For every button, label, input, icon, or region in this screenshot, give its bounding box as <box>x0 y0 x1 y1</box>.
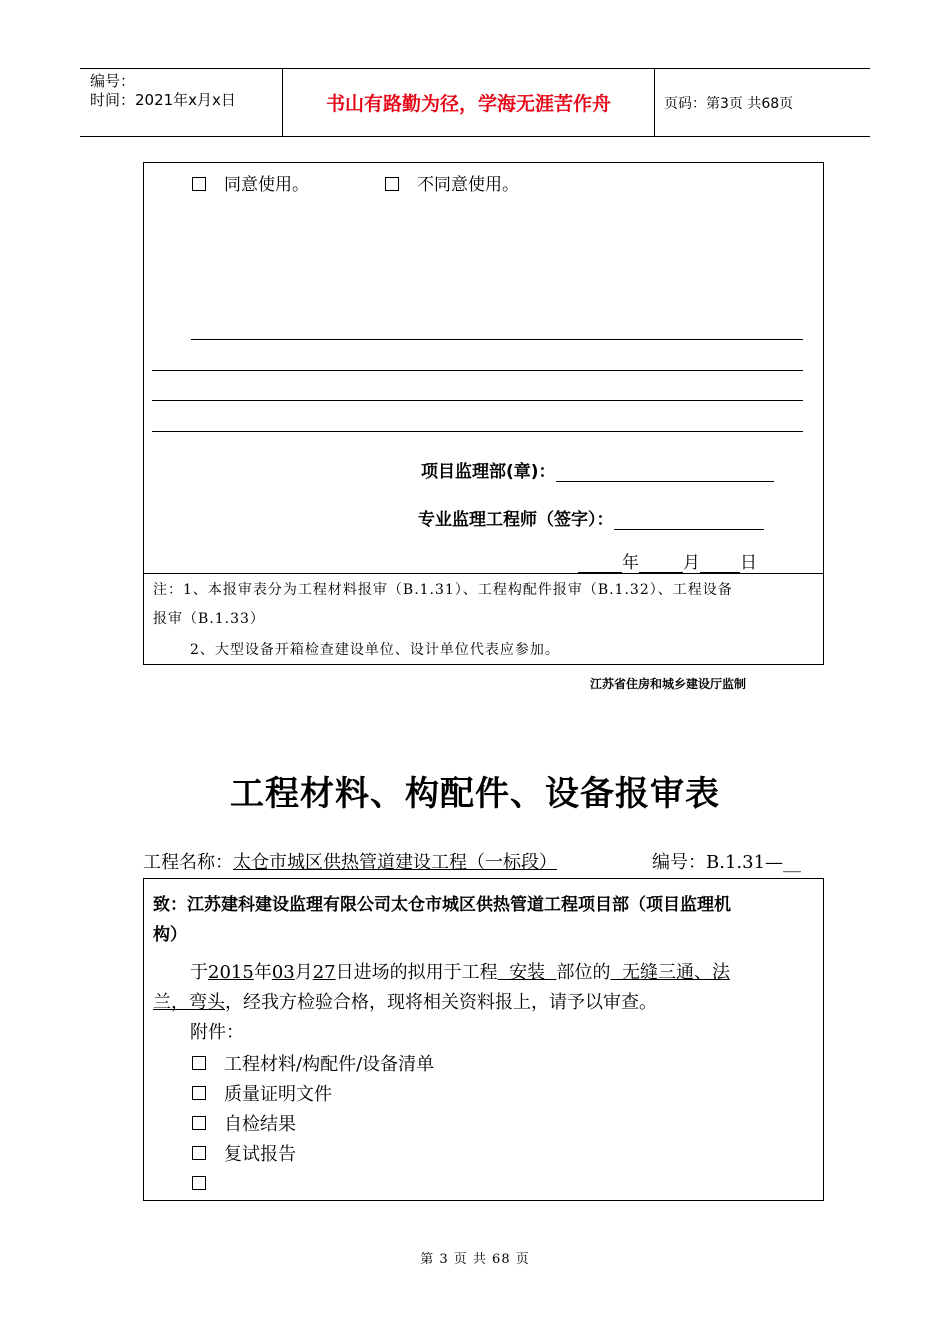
attachment-label: 自检结果 <box>224 1114 296 1135</box>
attachment-checkbox[interactable] <box>192 1056 206 1070</box>
header-page-info: 页码：第3页 共68页 <box>664 96 794 112</box>
code-label: 编号： <box>652 852 706 873</box>
opinion-line[interactable] <box>191 339 803 340</box>
project-label: 工程名称： <box>143 852 233 873</box>
dept-seal-row <box>421 457 774 482</box>
code-row <box>652 848 801 878</box>
page-footer: 第 3 页 共 68 页 <box>420 1252 530 1267</box>
supervisor-stamp: 江苏省住房和城乡建设厅监制 <box>590 677 747 691</box>
disagree-label: 不同意使用。 <box>417 175 519 195</box>
attachment-label: 工程材料/构配件/设备清单 <box>224 1054 435 1075</box>
attachment-label: 质量证明文件 <box>224 1084 332 1105</box>
attachment-checkbox[interactable] <box>192 1116 206 1130</box>
note-line-1: 注：1、本报审表分为工程材料报审（B.1.31）、工程构配件报审（B.1.32）、工程设备 <box>153 582 733 598</box>
disagree-option[interactable] <box>385 170 519 195</box>
day-label: 日 <box>740 553 757 573</box>
text: 于 <box>190 962 208 983</box>
day-field[interactable] <box>700 554 740 573</box>
header-number: 编号： <box>90 72 136 90</box>
attachments-label: 附件： <box>190 1022 244 1043</box>
engineer-sign-row <box>418 505 764 530</box>
engineer-sign-label: 专业监理工程师（签字）： <box>418 510 614 530</box>
recipient-text: 致：江苏建科建设监理有限公司太仓市城区供热管道工程项目部（项目监理机 <box>153 895 731 915</box>
code-value: B.1.31—__ <box>706 852 802 873</box>
agree-checkbox[interactable] <box>192 177 206 191</box>
declaration-line-2 <box>153 988 657 1018</box>
note-line-3: 2、大型设备开箱检查建设单位、设计单位代表应参加。 <box>190 642 560 658</box>
attachment-label: 复试报告 <box>224 1144 296 1165</box>
attachment-checkbox[interactable] <box>192 1086 206 1100</box>
agree-option[interactable] <box>192 170 309 195</box>
dept-seal-label: 项目监理部(章)： <box>421 462 556 482</box>
month-field[interactable] <box>639 554 683 573</box>
header-meta <box>90 72 236 110</box>
attachment-item[interactable] <box>192 1140 296 1170</box>
year-label: 年 <box>622 553 639 573</box>
text: ，经我方检验合格，现将相关资料报上，请予以审查。 <box>225 992 657 1013</box>
note-line-2: 报审（B.1.33） <box>153 611 265 627</box>
opinion-line[interactable] <box>152 400 803 401</box>
year-field[interactable] <box>578 554 622 573</box>
attachment-checkbox[interactable] <box>192 1146 206 1160</box>
text: 年 <box>253 962 272 983</box>
form-title: 工程材料、构配件、设备报审表 <box>230 774 720 814</box>
attachment-item[interactable] <box>192 1170 224 1200</box>
attachment-item[interactable] <box>192 1050 434 1080</box>
work-part[interactable]: 安装 <box>497 962 557 983</box>
agree-label: 同意使用。 <box>224 175 309 195</box>
recipient-text-cont: 构） <box>153 925 187 945</box>
header-motto: 书山有路勤为径，学海无涯苦作舟 <box>325 92 611 115</box>
material-items[interactable]: 无缝三通、法 <box>610 962 730 983</box>
recipient-line <box>153 890 731 950</box>
date-row <box>578 548 757 573</box>
attachment-item[interactable] <box>192 1080 332 1110</box>
text: 部位的 <box>556 962 611 983</box>
opinion-line[interactable] <box>152 431 803 432</box>
dept-seal-field[interactable] <box>556 463 774 482</box>
entry-year[interactable]: 2015 <box>208 962 254 983</box>
disagree-checkbox[interactable] <box>385 177 399 191</box>
month-label: 月 <box>683 553 700 573</box>
entry-day[interactable]: 27 <box>312 962 336 983</box>
opinion-line[interactable] <box>152 370 803 371</box>
project-name: 太仓市城区供热管道建设工程（一标段） <box>233 852 557 873</box>
entry-month[interactable]: 03 <box>271 962 295 983</box>
header-bottom-rule <box>80 136 870 137</box>
text: 月 <box>294 962 313 983</box>
header-divider <box>654 68 655 136</box>
project-row <box>143 848 557 878</box>
text: 日进场的拟用于工程 <box>335 962 498 983</box>
attachment-checkbox[interactable] <box>192 1176 206 1190</box>
attachment-item[interactable] <box>192 1110 296 1140</box>
declaration-line-1 <box>190 958 730 988</box>
material-items-cont[interactable]: 兰，弯头 <box>153 992 225 1013</box>
engineer-sign-field[interactable] <box>614 511 764 530</box>
header-time: 时间：2021年x月x日 <box>90 91 236 109</box>
notes-divider <box>144 573 823 574</box>
